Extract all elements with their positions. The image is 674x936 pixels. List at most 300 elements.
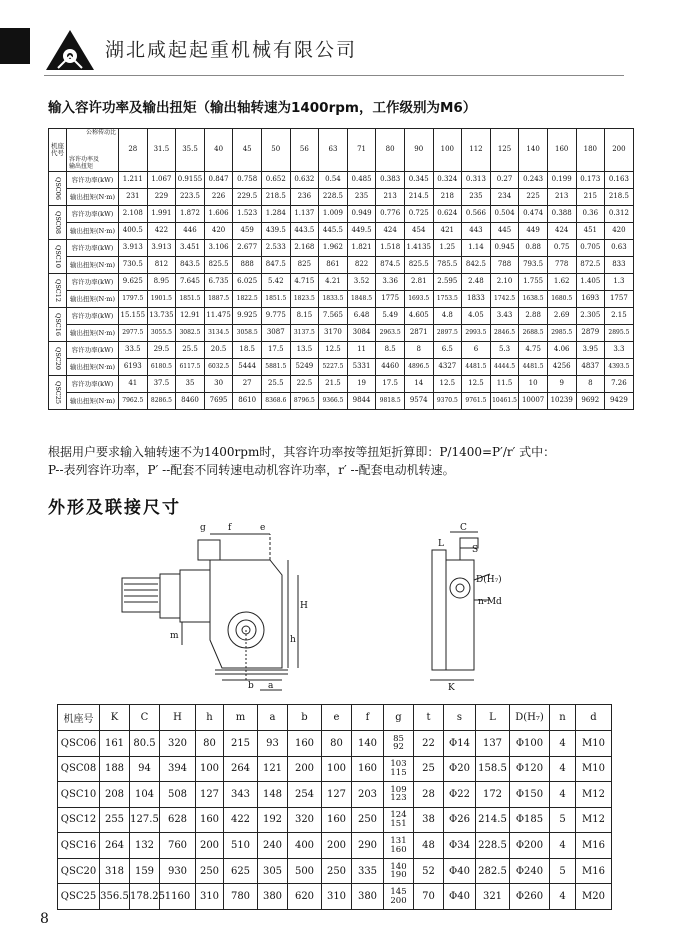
table-row <box>49 172 634 189</box>
power-value: 0.75 <box>547 240 576 257</box>
reducer-side-drawing <box>420 520 540 692</box>
dim-value: 290 <box>352 833 384 859</box>
power-value: 8 <box>404 342 433 359</box>
power-value: 8 <box>576 376 605 393</box>
torque-value: 1887.5 <box>204 291 233 308</box>
torque-value: 5227.5 <box>319 359 348 376</box>
torque-value: 4393.5 <box>605 359 634 376</box>
power-value: 0.243 <box>519 172 548 189</box>
power-value: 11.475 <box>204 308 233 325</box>
power-value: 0.705 <box>576 240 605 257</box>
torque-value: 6117.5 <box>176 359 205 376</box>
dim-header: f <box>352 705 384 731</box>
dim-value: 500 <box>288 858 322 884</box>
ratio-header: 50 <box>261 129 290 172</box>
torque-value: 2977.5 <box>119 325 148 342</box>
dim-row <box>58 858 612 884</box>
power-value: 1.3 <box>605 274 634 291</box>
power-value: 35 <box>176 376 205 393</box>
torque-value: 730.5 <box>119 257 148 274</box>
torque-value: 822 <box>347 257 376 274</box>
power-value: 1.211 <box>119 172 148 189</box>
dim-value: Φ26 <box>444 807 476 833</box>
power-value: 4.75 <box>519 342 548 359</box>
dim-value: 137 <box>476 731 510 757</box>
dim-g-value: 160 <box>390 844 407 855</box>
dim-value: 310 <box>322 884 352 910</box>
dim-g-value: 109 <box>390 784 407 795</box>
section-title-dimensions: 外形及联接尺寸 <box>48 498 181 518</box>
torque-value: 9574 <box>404 393 433 410</box>
dim-header: g <box>384 705 414 731</box>
dim-header: D(H₇) <box>510 705 550 731</box>
torque-value: 454 <box>404 223 433 240</box>
torque-value: 2993.5 <box>462 325 491 342</box>
power-value: 1.009 <box>319 206 348 223</box>
dim-value: 93 <box>258 731 288 757</box>
table-header-row <box>49 129 634 172</box>
dim-value: 140 <box>352 731 384 757</box>
table-row <box>49 223 634 240</box>
power-value: 6.5 <box>433 342 462 359</box>
torque-value: 4481.5 <box>519 359 548 376</box>
dim-value: 200 <box>288 756 322 782</box>
power-value: 4.06 <box>547 342 576 359</box>
dim-value: 510 <box>224 833 258 859</box>
dim-value: 508 <box>160 782 196 808</box>
dim-value: Φ260 <box>510 884 550 910</box>
torque-value: 5331 <box>347 359 376 376</box>
dim-value: 356.5 <box>100 884 130 910</box>
torque-value: 3087 <box>261 325 290 342</box>
torque-value: 6032.5 <box>204 359 233 376</box>
power-value: 0.949 <box>347 206 376 223</box>
torque-value: 213 <box>376 189 405 206</box>
dim-value: 5 <box>550 807 576 833</box>
power-value: 0.485 <box>347 172 376 189</box>
torque-value: 1833.5 <box>319 291 348 308</box>
power-value: 9.625 <box>119 274 148 291</box>
torque-value: 229 <box>147 189 176 206</box>
torque-value: 420 <box>605 223 634 240</box>
reducer-front-drawing <box>110 520 320 692</box>
torque-value: 5249 <box>290 359 319 376</box>
torque-value: 213 <box>547 189 576 206</box>
torque-value: 4896.5 <box>404 359 433 376</box>
power-value: 0.54 <box>319 172 348 189</box>
dim-header: b <box>288 705 322 731</box>
dim-value: 321 <box>476 884 510 910</box>
dim-g-value: 124 <box>390 810 407 821</box>
torque-value: 3084 <box>347 325 376 342</box>
ratio-header: 125 <box>490 129 519 172</box>
dim-value: 305 <box>258 858 288 884</box>
dim-row <box>58 756 612 782</box>
dim-value: 80.5 <box>130 731 160 757</box>
torque-value: 226 <box>204 189 233 206</box>
dim-value: 4 <box>550 782 576 808</box>
torque-value: 9366.5 <box>319 393 348 410</box>
torque-value: 2895.5 <box>605 325 634 342</box>
dim-header: 机座号 <box>58 705 100 731</box>
model-cell: QSC25 <box>49 376 67 410</box>
note-line-1: 根据用户要求输入轴转速不为1400rpm时，其容许功率按等扭矩折算即：P/1400=P′/r′ 式中： <box>48 445 556 459</box>
power-value: 4.05 <box>462 308 491 325</box>
power-value: 4.715 <box>290 274 319 291</box>
ratio-header: 90 <box>404 129 433 172</box>
dim-value: M16 <box>576 858 612 884</box>
model-cell: QSC12 <box>49 274 67 308</box>
torque-value: 9761.5 <box>462 393 491 410</box>
dim-value: 930 <box>160 858 196 884</box>
power-value: 0.758 <box>233 172 262 189</box>
power-value: 22.5 <box>290 376 319 393</box>
dim-value: 250 <box>322 858 352 884</box>
torque-value: 1851.5 <box>261 291 290 308</box>
power-value: 25.5 <box>261 376 290 393</box>
dim-value: QSC16 <box>58 833 100 859</box>
dim-g-value: 131 <box>390 836 407 847</box>
power-value: 8.5 <box>376 342 405 359</box>
power-value: 12.5 <box>319 342 348 359</box>
dim-value: Φ20 <box>444 756 476 782</box>
dim-value: 264 <box>100 833 130 859</box>
power-value: 33.5 <box>119 342 148 359</box>
torque-value: 1822.5 <box>233 291 262 308</box>
torque-value: 235 <box>462 189 491 206</box>
torque-value: 3170 <box>319 325 348 342</box>
model-cell: QSC10 <box>49 240 67 274</box>
power-value: 3.43 <box>490 308 519 325</box>
dim-g-value: 151 <box>390 818 407 829</box>
ratio-header: 71 <box>347 129 376 172</box>
torque-value: 825.5 <box>204 257 233 274</box>
power-torque-table <box>48 128 634 410</box>
row-label: 容许功率(kW) <box>67 308 119 325</box>
dim-row <box>58 807 612 833</box>
dim-value: 94 <box>130 756 160 782</box>
dim-value: 200 <box>196 833 224 859</box>
torque-value: 9370.5 <box>433 393 462 410</box>
power-value: 1.067 <box>147 172 176 189</box>
torque-value: 793.5 <box>519 257 548 274</box>
torque-value: 424 <box>376 223 405 240</box>
torque-value: 778 <box>547 257 576 274</box>
dim-g-value: 123 <box>390 793 407 804</box>
power-value: 0.199 <box>547 172 576 189</box>
dim-header-row <box>58 705 612 731</box>
dim-row <box>58 833 612 859</box>
ratio-header: 56 <box>290 129 319 172</box>
dim-value: Φ200 <box>510 833 550 859</box>
dim-value: 255 <box>100 807 130 833</box>
power-value: 5.3 <box>490 342 519 359</box>
torque-value: 8796.5 <box>290 393 319 410</box>
dimensions-table <box>57 704 612 910</box>
torque-value: 843.5 <box>176 257 205 274</box>
dim-value: 760 <box>160 833 196 859</box>
company-name: 湖北咸起起重机械有限公司 <box>105 39 358 61</box>
power-value: 1.405 <box>576 274 605 291</box>
dim-value: 158.5 <box>476 756 510 782</box>
dim-header: K <box>100 705 130 731</box>
torque-value: 3058.5 <box>233 325 262 342</box>
ratio-header: 140 <box>519 129 548 172</box>
power-value: 12.91 <box>176 308 205 325</box>
torque-value: 842.5 <box>462 257 491 274</box>
power-value: 2.10 <box>490 274 519 291</box>
diagonal-header <box>67 129 119 172</box>
dim-value: 100 <box>322 756 352 782</box>
dim-value: 25 <box>414 756 444 782</box>
power-value: 5.42 <box>261 274 290 291</box>
torque-value: 400.5 <box>119 223 148 240</box>
torque-value: 234 <box>490 189 519 206</box>
power-value: 2.595 <box>433 274 462 291</box>
dim-header: h <box>196 705 224 731</box>
dim-value: Φ100 <box>510 731 550 757</box>
dim-value: 80 <box>322 731 352 757</box>
dim-label-f: f <box>228 523 232 533</box>
model-cell: QSC06 <box>49 172 67 206</box>
torque-value: 6180.5 <box>147 359 176 376</box>
ratio-header: 28 <box>119 129 148 172</box>
dim-value: Φ40 <box>444 858 476 884</box>
dim-g-value: 145 <box>390 887 407 898</box>
dim-label-a: a <box>268 681 274 691</box>
torque-value: 4327 <box>433 359 462 376</box>
dim-value: M10 <box>576 731 612 757</box>
power-value: 7.26 <box>605 376 634 393</box>
torque-value: 10239 <box>547 393 576 410</box>
power-value: 2.168 <box>290 240 319 257</box>
dim-value: Φ34 <box>444 833 476 859</box>
power-value: 10 <box>519 376 548 393</box>
torque-value: 1851.5 <box>176 291 205 308</box>
power-value: 13.5 <box>290 342 319 359</box>
power-value: 12.5 <box>433 376 462 393</box>
dim-value: 320 <box>160 731 196 757</box>
power-value: 4.8 <box>433 308 462 325</box>
dim-value: 161 <box>100 731 130 757</box>
power-value: 8.15 <box>290 308 319 325</box>
dim-value: 148 <box>258 782 288 808</box>
side-label-K: K <box>448 683 455 693</box>
dim-value: 127.5 <box>130 807 160 833</box>
power-value: 3.36 <box>376 274 405 291</box>
model-cell: QSC08 <box>49 206 67 240</box>
dim-value: 335 <box>352 858 384 884</box>
torque-value: 10007 <box>519 393 548 410</box>
power-value: 0.776 <box>376 206 405 223</box>
torque-value: 422 <box>147 223 176 240</box>
ratio-header: 112 <box>462 129 491 172</box>
torque-value: 3055.5 <box>147 325 176 342</box>
power-value: 0.173 <box>576 172 605 189</box>
dim-value: 160 <box>196 807 224 833</box>
torque-value: 2897.5 <box>433 325 462 342</box>
dim-value: Φ22 <box>444 782 476 808</box>
dim-value: 228.5 <box>476 833 510 859</box>
power-value: 0.725 <box>404 206 433 223</box>
torque-value: 8610 <box>233 393 262 410</box>
power-value: 3.913 <box>119 240 148 257</box>
power-value: 2.81 <box>404 274 433 291</box>
dim-value: 200 <box>322 833 352 859</box>
torque-value: 5444 <box>233 359 262 376</box>
torque-value: 2846.5 <box>490 325 519 342</box>
dim-value: 310 <box>196 884 224 910</box>
dim-row <box>58 731 612 757</box>
torque-value: 235 <box>347 189 376 206</box>
row-label: 容许功率(kW) <box>67 240 119 257</box>
torque-value: 449 <box>519 223 548 240</box>
torque-value: 1901.5 <box>147 291 176 308</box>
dim-header: d <box>576 705 612 731</box>
ratio-header: 160 <box>547 129 576 172</box>
dim-g-value: 103 <box>390 759 407 770</box>
dim-value: M20 <box>576 884 612 910</box>
dim-value: 318 <box>100 858 130 884</box>
dim-value: M16 <box>576 833 612 859</box>
power-value: 1.14 <box>462 240 491 257</box>
dim-value: 38 <box>414 807 444 833</box>
power-value: 0.88 <box>519 240 548 257</box>
torque-value: 4444.5 <box>490 359 519 376</box>
dim-label-e: e <box>260 523 266 533</box>
torque-value: 1693.5 <box>404 291 433 308</box>
table-row <box>49 240 634 257</box>
model-cell: QSC16 <box>49 308 67 342</box>
dim-g-value: 115 <box>390 767 407 778</box>
dim-value: 80 <box>196 731 224 757</box>
power-value: 3.3 <box>605 342 634 359</box>
power-value: 0.27 <box>490 172 519 189</box>
power-value: 0.652 <box>261 172 290 189</box>
power-value: 4.605 <box>404 308 433 325</box>
power-value: 1.25 <box>433 240 462 257</box>
dim-value: Φ14 <box>444 731 476 757</box>
torque-value: 9844 <box>347 393 376 410</box>
torque-value: 9429 <box>605 393 634 410</box>
power-value: 3.52 <box>347 274 376 291</box>
power-value: 0.624 <box>433 206 462 223</box>
power-value: 29.5 <box>147 342 176 359</box>
dim-value: 70 <box>414 884 444 910</box>
power-value: 19 <box>347 376 376 393</box>
row-label: 输出扭矩(N·m) <box>67 325 119 342</box>
torque-value: 10461.5 <box>490 393 519 410</box>
dim-g-value: 140 <box>390 861 407 872</box>
torque-value: 872.5 <box>576 257 605 274</box>
dim-value: 22 <box>414 731 444 757</box>
ratio-header: 63 <box>319 129 348 172</box>
power-value: 8.95 <box>147 274 176 291</box>
power-value: 1.962 <box>319 240 348 257</box>
torque-value: 9818.5 <box>376 393 405 410</box>
table-row <box>49 393 634 410</box>
power-value: 11 <box>347 342 376 359</box>
power-value: 2.69 <box>547 308 576 325</box>
torque-value: 424 <box>547 223 576 240</box>
torque-value: 3137.5 <box>290 325 319 342</box>
table-row <box>49 291 634 308</box>
table-row <box>49 257 634 274</box>
dim-value: 215 <box>224 731 258 757</box>
torque-value: 449.5 <box>347 223 376 240</box>
torque-value: 445 <box>490 223 519 240</box>
dim-value: 172 <box>476 782 510 808</box>
dim-value: 620 <box>288 884 322 910</box>
table-row <box>49 376 634 393</box>
power-value: 6.735 <box>204 274 233 291</box>
dim-value: 48 <box>414 833 444 859</box>
torque-value: 8460 <box>176 393 205 410</box>
side-label-S: S <box>472 545 479 555</box>
torque-value: 1797.5 <box>119 291 148 308</box>
power-value: 11.5 <box>490 376 519 393</box>
ratio-header: 45 <box>233 129 262 172</box>
power-value: 21.5 <box>319 376 348 393</box>
ratio-header: 31.5 <box>147 129 176 172</box>
torque-value: 215 <box>576 189 605 206</box>
row-label: 容许功率(kW) <box>67 274 119 291</box>
dim-header: L <box>476 705 510 731</box>
power-value: 6.48 <box>347 308 376 325</box>
torque-value: 421 <box>433 223 462 240</box>
row-label: 容许功率(kW) <box>67 172 119 189</box>
torque-value: 231 <box>119 189 148 206</box>
torque-value: 1823.5 <box>290 291 319 308</box>
torque-value: 443.5 <box>290 223 319 240</box>
table-row <box>49 189 634 206</box>
torque-value: 2879 <box>576 325 605 342</box>
dim-value: 160 <box>288 731 322 757</box>
torque-value: 1848.5 <box>347 291 376 308</box>
dim-value: QSC12 <box>58 807 100 833</box>
power-value: 0.474 <box>519 206 548 223</box>
dim-value: 343 <box>224 782 258 808</box>
torque-value: 861 <box>319 257 348 274</box>
dim-value: 254 <box>288 782 322 808</box>
torque-value: 2688.5 <box>519 325 548 342</box>
power-value: 41 <box>119 376 148 393</box>
power-value: 1.4135 <box>404 240 433 257</box>
ratio-header: 180 <box>576 129 605 172</box>
dim-value: 160 <box>322 807 352 833</box>
power-value: 2.305 <box>576 308 605 325</box>
power-value: 0.63 <box>605 240 634 257</box>
corner-block <box>0 28 30 64</box>
torque-value: 223.5 <box>176 189 205 206</box>
dim-value: QSC20 <box>58 858 100 884</box>
dim-g-value: 92 <box>393 742 404 753</box>
dim-value: 100 <box>196 756 224 782</box>
dim-value: 159 <box>130 858 160 884</box>
dim-header: s <box>444 705 476 731</box>
torque-value: 2963.5 <box>376 325 405 342</box>
dim-value: 132 <box>130 833 160 859</box>
power-value: 7.645 <box>176 274 205 291</box>
dim-value: 127 <box>196 782 224 808</box>
torque-value: 825 <box>290 257 319 274</box>
torque-value: 888 <box>233 257 262 274</box>
power-value: 37.5 <box>147 376 176 393</box>
torque-value: 1757 <box>605 291 634 308</box>
torque-value: 4837 <box>576 359 605 376</box>
torque-value: 3134.5 <box>204 325 233 342</box>
dim-value: Φ150 <box>510 782 550 808</box>
